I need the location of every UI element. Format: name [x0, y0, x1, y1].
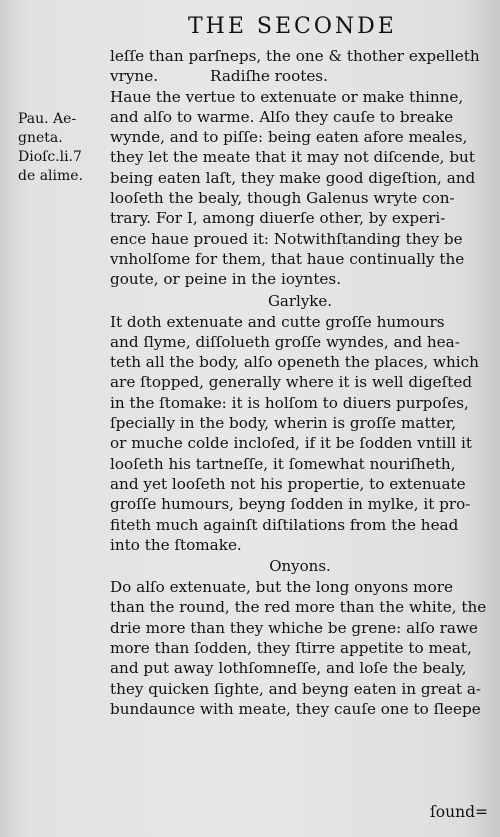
- text-line: [110, 312, 490, 332]
- text-line: [110, 372, 490, 392]
- text-line-content: vryne.: [110, 67, 159, 86]
- text-line-content: more than ſodden, they ſtirre appetite to meat,: [110, 639, 472, 658]
- text-line: [110, 107, 490, 127]
- text-line: [110, 413, 490, 433]
- text-line-content: groſſe humours, beyng ſodden in mylke, it pro-: [110, 495, 471, 514]
- text-line: [110, 127, 490, 147]
- text-line: [110, 332, 490, 352]
- text-block: [110, 46, 490, 719]
- text-line-content: wynde, and to piſſe: being eaten afore meales,: [110, 128, 468, 147]
- text-line-content: bundaunce with meate, they cauſe one to ſleepe: [110, 699, 481, 718]
- text-line-content: looſeth his tartneſſe, it ſomewhat nouriſheth,: [110, 454, 456, 473]
- text-line-content: or muche colde incloſed, if it be ſodden vntill it: [110, 434, 472, 453]
- margin-note: de alime.: [18, 168, 84, 184]
- text-line-content: vnholſome for them, that haue continually the: [110, 249, 465, 268]
- text-line: [110, 515, 490, 535]
- text-line-content: looſeth the bealy, though Galenus wryte con-: [110, 189, 455, 208]
- text-line: [110, 679, 490, 699]
- text-line: [110, 577, 490, 597]
- text-line-content: Do alſo extenuate, but the long onyons more: [110, 578, 453, 597]
- text-line: [110, 474, 490, 494]
- text-line: [110, 454, 490, 474]
- text-line-content: they quicken ſighte, and beyng eaten in great a-: [110, 679, 482, 698]
- text-line: [110, 208, 490, 228]
- text-line-content: trary. For I, among diuerſe other, by experi-: [110, 209, 446, 228]
- text-line-content: in the ſtomake: it is holſom to diuers purpoſes,: [110, 393, 469, 412]
- section-heading: Garlyke.: [267, 291, 333, 310]
- text-line: [110, 269, 490, 289]
- text-line: [110, 433, 490, 453]
- text-line-content: It doth extenuate and cutte groſſe humours: [110, 312, 445, 331]
- text-line: [110, 618, 490, 638]
- catchword: ſound=: [430, 803, 488, 821]
- text-line-content: ſpecially in the body, wherin is groſſe matter,: [110, 414, 457, 433]
- text-line-content: and alſo to warme. Alſo they cauſe to breake: [110, 107, 454, 126]
- text-line: [110, 638, 490, 658]
- text-line: [110, 147, 490, 167]
- text-line: [110, 597, 490, 617]
- text-line: [110, 658, 490, 678]
- text-line-content: being eaten laſt, they make good digeſtion, and: [110, 168, 476, 187]
- margin-note: Pau. Ae-: [18, 111, 77, 127]
- text-line: [110, 352, 490, 372]
- text-line: [110, 188, 490, 208]
- text-line: [110, 66, 490, 86]
- section-heading: Radiſhe rootes.: [210, 67, 328, 86]
- margin-note: gneta.: [18, 130, 63, 146]
- text-line: [110, 535, 490, 555]
- text-line-content: fiteth much againſt diſtilations from the head: [110, 515, 459, 534]
- text-line-content: are ſtopped, generally where it is well digeſted: [110, 373, 473, 392]
- section-heading: Onyons.: [269, 557, 331, 576]
- text-line-content: ence haue proued it: Notwithſtanding they be: [110, 229, 463, 248]
- margin-note: Dioſc.li.7: [18, 149, 82, 165]
- text-line: [110, 249, 490, 269]
- text-line-content: teth all the body, alſo openeth the places, which: [110, 353, 479, 372]
- text-line: [110, 87, 490, 107]
- text-line: [110, 699, 490, 719]
- text-line-content: goute, or peine in the ioyntes.: [110, 270, 342, 289]
- text-line: [110, 393, 490, 413]
- text-line-content: and put away lothſomneſſe, and loſe the bealy,: [110, 659, 467, 678]
- text-line-content: than the round, the red more than the white, the: [110, 598, 487, 617]
- running-head: THE SECONDE: [188, 14, 397, 39]
- text-line: [110, 229, 490, 249]
- text-line: [110, 494, 490, 514]
- text-line-content: they let the meate that it may not diſcende, but: [110, 148, 475, 167]
- text-line-content: into the ſtomake.: [110, 535, 242, 554]
- text-line: [110, 46, 490, 66]
- text-line-content: and yet looſeth not his propertie, to extenuate: [110, 474, 466, 493]
- text-line-content: leſſe than parſneps, the one & thother expelleth: [110, 47, 480, 65]
- text-line-content: and ſlyme, diſſolueth groſſe wyndes, and hea-: [110, 332, 460, 351]
- text-line: [110, 168, 490, 188]
- text-line-content: drie more than they whiche be grene: alſo rawe: [110, 618, 478, 637]
- text-line-content: Haue the vertue to extenuate or make thinne,: [110, 87, 464, 106]
- margin-notes: [18, 110, 108, 186]
